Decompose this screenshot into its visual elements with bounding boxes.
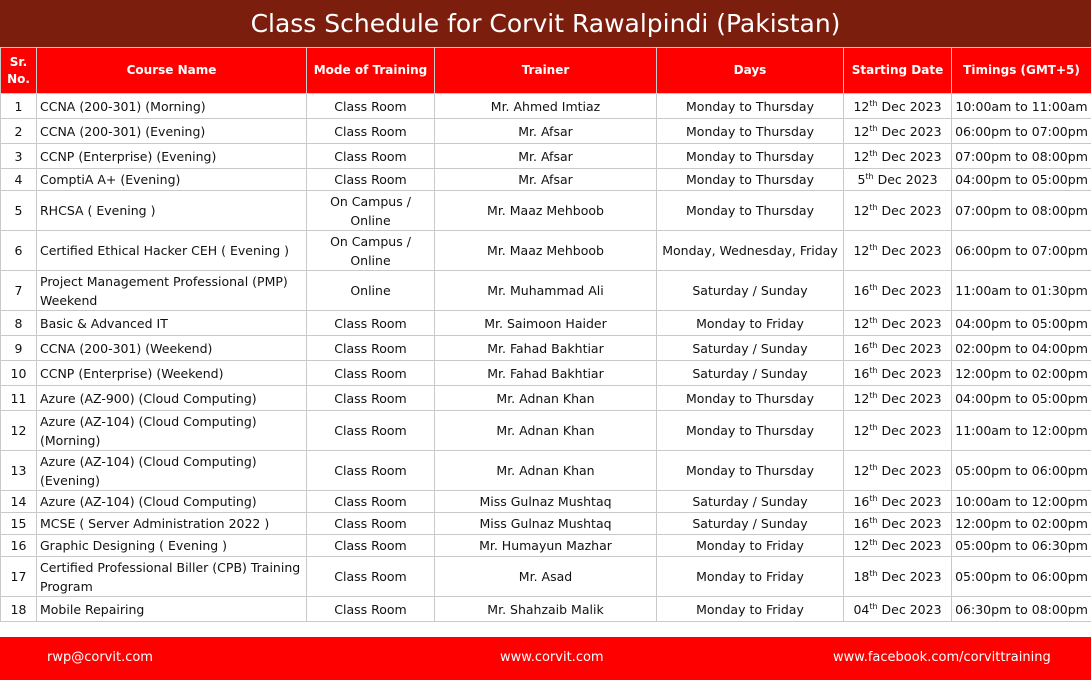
date-suffix: th	[869, 340, 878, 350]
date-day: 12	[853, 148, 870, 164]
cell-course-name: ComptiA A+ (Evening)	[37, 169, 307, 191]
cell-trainer: Mr. Fahad Bakhtiar	[435, 361, 657, 386]
cell-sr-no: 13	[1, 451, 37, 491]
cell-mode: Class Room	[307, 597, 435, 622]
date-month-year: Dec 2023	[877, 123, 942, 139]
cell-sr-no: 10	[1, 361, 37, 386]
cell-trainer: Mr. Afsar	[435, 144, 657, 169]
date-day: 16	[853, 516, 870, 531]
table-row	[1, 191, 1091, 231]
footer-website[interactable]: www.corvit.com	[500, 650, 604, 665]
cell-course-name: Project Management Professional (PMP) Weekend	[37, 271, 307, 311]
date-month-year: Dec 2023	[877, 601, 942, 617]
date-month-year: Dec 2023	[877, 463, 942, 478]
cell-course-name: CCNP (Enterprise) (Weekend)	[37, 361, 307, 386]
cell-timings: 04:00pm to 05:00pm	[952, 311, 1091, 336]
cell-sr-no: 15	[1, 513, 37, 535]
date-month-year: Dec 2023	[873, 172, 938, 187]
table-row	[1, 597, 1091, 622]
cell-timings: 12:00pm to 02:00pm	[952, 361, 1091, 386]
cell-starting-date	[844, 191, 952, 231]
cell-timings: 04:00pm to 05:00pm	[952, 169, 1091, 191]
cell-course-name: Azure (AZ-104) (Cloud Computing) (Morning)	[37, 411, 307, 451]
cell-timings: 05:00pm to 06:30pm	[952, 535, 1091, 557]
cell-days: Saturday / Sunday	[657, 491, 844, 513]
date-day: 12	[853, 243, 870, 258]
cell-trainer: Mr. Adnan Khan	[435, 451, 657, 491]
date-suffix: th	[869, 568, 878, 578]
cell-sr-no: 14	[1, 491, 37, 513]
cell-timings: 07:00pm to 08:00pm	[952, 191, 1091, 231]
date-suffix: th	[869, 315, 878, 325]
cell-trainer: Mr. Maaz Mehboob	[435, 231, 657, 271]
cell-trainer: Mr. Asad	[435, 557, 657, 597]
cell-course-name: Azure (AZ-900) (Cloud Computing)	[37, 386, 307, 411]
cell-timings: 06:00pm to 07:00pm	[952, 119, 1091, 144]
table-row	[1, 169, 1091, 191]
cell-course-name: Certified Professional Biller (CPB) Training Program	[37, 557, 307, 597]
date-month-year: Dec 2023	[877, 340, 942, 356]
date-month-year: Dec 2023	[877, 148, 942, 164]
cell-timings: 11:00am to 01:30pm	[952, 271, 1091, 311]
cell-sr-no: 2	[1, 119, 37, 144]
cell-days: Saturday / Sunday	[657, 361, 844, 386]
date-day: 12	[853, 390, 870, 406]
cell-timings: 06:30pm to 08:00pm	[952, 597, 1091, 622]
cell-starting-date	[844, 411, 952, 451]
table-row	[1, 119, 1091, 144]
cell-sr-no: 7	[1, 271, 37, 311]
cell-mode: Class Room	[307, 336, 435, 361]
cell-sr-no: 17	[1, 557, 37, 597]
cell-mode: Class Room	[307, 513, 435, 535]
header-mode: Mode of Training	[307, 48, 435, 94]
date-suffix: th	[865, 171, 874, 181]
cell-timings: 02:00pm to 04:00pm	[952, 336, 1091, 361]
table-row	[1, 557, 1091, 597]
date-suffix: th	[869, 493, 878, 503]
date-day: 18	[853, 569, 870, 584]
cell-timings: 11:00am to 12:00pm	[952, 411, 1091, 451]
date-suffix: th	[869, 515, 878, 525]
table-row	[1, 231, 1091, 271]
cell-course-name: Graphic Designing ( Evening )	[37, 535, 307, 557]
table-row	[1, 451, 1091, 491]
table-row	[1, 361, 1091, 386]
page-title: Class Schedule for Corvit Rawalpindi (Pakistan)	[0, 0, 1091, 47]
cell-days: Monday to Thursday	[657, 411, 844, 451]
cell-course-name: Basic & Advanced IT	[37, 311, 307, 336]
cell-sr-no: 5	[1, 191, 37, 231]
footer-facebook[interactable]: www.facebook.com/corvittraining	[833, 650, 1051, 665]
date-day: 16	[853, 283, 870, 298]
cell-mode: Class Room	[307, 144, 435, 169]
cell-mode: Online	[307, 271, 435, 311]
cell-sr-no: 6	[1, 231, 37, 271]
date-suffix: th	[869, 390, 878, 400]
date-suffix: th	[869, 601, 878, 611]
header-trainer: Trainer	[435, 48, 657, 94]
date-month-year: Dec 2023	[877, 243, 942, 258]
cell-course-name: CCNA (200-301) (Evening)	[37, 119, 307, 144]
cell-days: Monday to Friday	[657, 557, 844, 597]
cell-sr-no: 4	[1, 169, 37, 191]
cell-trainer: Mr. Adnan Khan	[435, 386, 657, 411]
header-row	[1, 48, 1091, 94]
date-month-year: Dec 2023	[877, 538, 942, 553]
cell-starting-date	[844, 491, 952, 513]
cell-timings: 12:00pm to 02:00pm	[952, 513, 1091, 535]
date-day: 12	[853, 203, 870, 218]
cell-trainer: Mr. Fahad Bakhtiar	[435, 336, 657, 361]
cell-starting-date	[844, 94, 952, 119]
date-suffix: th	[869, 98, 878, 108]
cell-course-name: CCNA (200-301) (Morning)	[37, 94, 307, 119]
header-course-name: Course Name	[37, 48, 307, 94]
table-row	[1, 411, 1091, 451]
cell-starting-date	[844, 311, 952, 336]
table-row	[1, 386, 1091, 411]
cell-sr-no: 18	[1, 597, 37, 622]
date-day: 12	[853, 423, 870, 438]
date-suffix: th	[869, 537, 878, 547]
date-day: 12	[853, 463, 870, 478]
header-timings: Timings (GMT+5)	[952, 48, 1091, 94]
cell-course-name: MCSE ( Server Administration 2022 )	[37, 513, 307, 535]
cell-starting-date	[844, 386, 952, 411]
cell-days: Saturday / Sunday	[657, 336, 844, 361]
table-row	[1, 311, 1091, 336]
date-suffix: th	[869, 123, 878, 133]
date-month-year: Dec 2023	[877, 98, 942, 114]
cell-sr-no: 12	[1, 411, 37, 451]
cell-trainer: Mr. Adnan Khan	[435, 411, 657, 451]
cell-timings: 06:00pm to 07:00pm	[952, 231, 1091, 271]
cell-trainer: Mr. Humayun Mazhar	[435, 535, 657, 557]
cell-days: Saturday / Sunday	[657, 271, 844, 311]
date-day: 16	[853, 494, 870, 509]
cell-trainer: Mr. Shahzaib Malik	[435, 597, 657, 622]
cell-trainer: Mr. Afsar	[435, 119, 657, 144]
cell-sr-no: 11	[1, 386, 37, 411]
date-day: 12	[853, 98, 870, 114]
cell-days: Monday to Friday	[657, 535, 844, 557]
cell-mode: Class Room	[307, 557, 435, 597]
cell-mode: On Campus / Online	[307, 231, 435, 271]
cell-starting-date	[844, 451, 952, 491]
header-starting-date: Starting Date	[844, 48, 952, 94]
cell-mode: Class Room	[307, 119, 435, 144]
cell-mode: Class Room	[307, 311, 435, 336]
cell-starting-date	[844, 535, 952, 557]
cell-starting-date	[844, 597, 952, 622]
cell-course-name: CCNA (200-301) (Weekend)	[37, 336, 307, 361]
cell-timings: 04:00pm to 05:00pm	[952, 386, 1091, 411]
date-suffix: th	[869, 148, 878, 158]
cell-starting-date	[844, 361, 952, 386]
cell-trainer: Mr. Ahmed Imtiaz	[435, 94, 657, 119]
cell-course-name: Mobile Repairing	[37, 597, 307, 622]
cell-timings: 05:00pm to 06:00pm	[952, 557, 1091, 597]
cell-trainer: Mr. Maaz Mehboob	[435, 191, 657, 231]
cell-starting-date	[844, 271, 952, 311]
cell-sr-no: 1	[1, 94, 37, 119]
cell-days: Monday, Wednesday, Friday	[657, 231, 844, 271]
date-month-year: Dec 2023	[877, 423, 942, 438]
date-suffix: th	[869, 242, 878, 252]
cell-starting-date	[844, 557, 952, 597]
table-row	[1, 535, 1091, 557]
cell-days: Monday to Thursday	[657, 94, 844, 119]
date-month-year: Dec 2023	[877, 569, 942, 584]
cell-mode: Class Room	[307, 491, 435, 513]
cell-trainer: Miss Gulnaz Mushtaq	[435, 491, 657, 513]
date-month-year: Dec 2023	[877, 516, 942, 531]
cell-starting-date	[844, 231, 952, 271]
cell-course-name: CCNP (Enterprise) (Evening)	[37, 144, 307, 169]
table-row	[1, 144, 1091, 169]
cell-days: Monday to Thursday	[657, 191, 844, 231]
date-day: 12	[853, 123, 870, 139]
cell-sr-no: 8	[1, 311, 37, 336]
cell-course-name: Azure (AZ-104) (Cloud Computing)	[37, 491, 307, 513]
cell-course-name: Certified Ethical Hacker CEH ( Evening )	[37, 231, 307, 271]
cell-sr-no: 3	[1, 144, 37, 169]
date-month-year: Dec 2023	[877, 283, 942, 298]
cell-mode: Class Room	[307, 386, 435, 411]
table-row	[1, 271, 1091, 311]
cell-course-name: RHCSA ( Evening )	[37, 191, 307, 231]
date-suffix: th	[869, 365, 878, 375]
table-row	[1, 336, 1091, 361]
cell-timings: 10:00am to 11:00am	[952, 94, 1091, 119]
cell-starting-date	[844, 144, 952, 169]
cell-timings: 07:00pm to 08:00pm	[952, 144, 1091, 169]
cell-timings: 10:00am to 12:00pm	[952, 491, 1091, 513]
table-row	[1, 513, 1091, 535]
cell-trainer: Miss Gulnaz Mushtaq	[435, 513, 657, 535]
footer	[0, 637, 1091, 680]
cell-timings: 05:00pm to 06:00pm	[952, 451, 1091, 491]
date-month-year: Dec 2023	[877, 315, 942, 331]
cell-mode: Class Room	[307, 169, 435, 191]
cell-days: Monday to Thursday	[657, 386, 844, 411]
date-suffix: th	[869, 422, 878, 432]
cell-mode: Class Room	[307, 411, 435, 451]
cell-days: Saturday / Sunday	[657, 513, 844, 535]
header-days: Days	[657, 48, 844, 94]
cell-days: Monday to Thursday	[657, 144, 844, 169]
date-month-year: Dec 2023	[877, 203, 942, 218]
date-day: 16	[853, 340, 870, 356]
schedule-body	[1, 94, 1091, 622]
date-day: 16	[853, 365, 870, 381]
date-suffix: th	[869, 282, 878, 292]
cell-mode: Class Room	[307, 361, 435, 386]
cell-trainer: Mr. Afsar	[435, 169, 657, 191]
date-month-year: Dec 2023	[877, 390, 942, 406]
cell-starting-date	[844, 169, 952, 191]
cell-mode: Class Room	[307, 535, 435, 557]
date-day: 04	[853, 601, 870, 617]
cell-starting-date	[844, 119, 952, 144]
cell-days: Monday to Thursday	[657, 451, 844, 491]
cell-starting-date	[844, 336, 952, 361]
date-day: 12	[853, 315, 870, 331]
cell-trainer: Mr. Saimoon Haider	[435, 311, 657, 336]
date-suffix: th	[869, 462, 878, 472]
header-sr-no: Sr. No.	[1, 48, 37, 94]
schedule-table	[0, 47, 1091, 622]
cell-days: Monday to Friday	[657, 311, 844, 336]
cell-sr-no: 9	[1, 336, 37, 361]
table-row	[1, 94, 1091, 119]
cell-days: Monday to Thursday	[657, 169, 844, 191]
cell-mode: Class Room	[307, 94, 435, 119]
cell-sr-no: 16	[1, 535, 37, 557]
cell-course-name: Azure (AZ-104) (Cloud Computing) (Evening)	[37, 451, 307, 491]
cell-days: Monday to Thursday	[657, 119, 844, 144]
table-row	[1, 491, 1091, 513]
cell-mode: On Campus / Online	[307, 191, 435, 231]
date-day: 12	[853, 538, 870, 553]
date-day: 5	[857, 172, 866, 187]
date-month-year: Dec 2023	[877, 494, 942, 509]
cell-mode: Class Room	[307, 451, 435, 491]
date-suffix: th	[869, 202, 878, 212]
cell-starting-date	[844, 513, 952, 535]
cell-trainer: Mr. Muhammad Ali	[435, 271, 657, 311]
cell-days: Monday to Friday	[657, 597, 844, 622]
date-month-year: Dec 2023	[877, 365, 942, 381]
footer-email[interactable]: rwp@corvit.com	[47, 650, 153, 665]
